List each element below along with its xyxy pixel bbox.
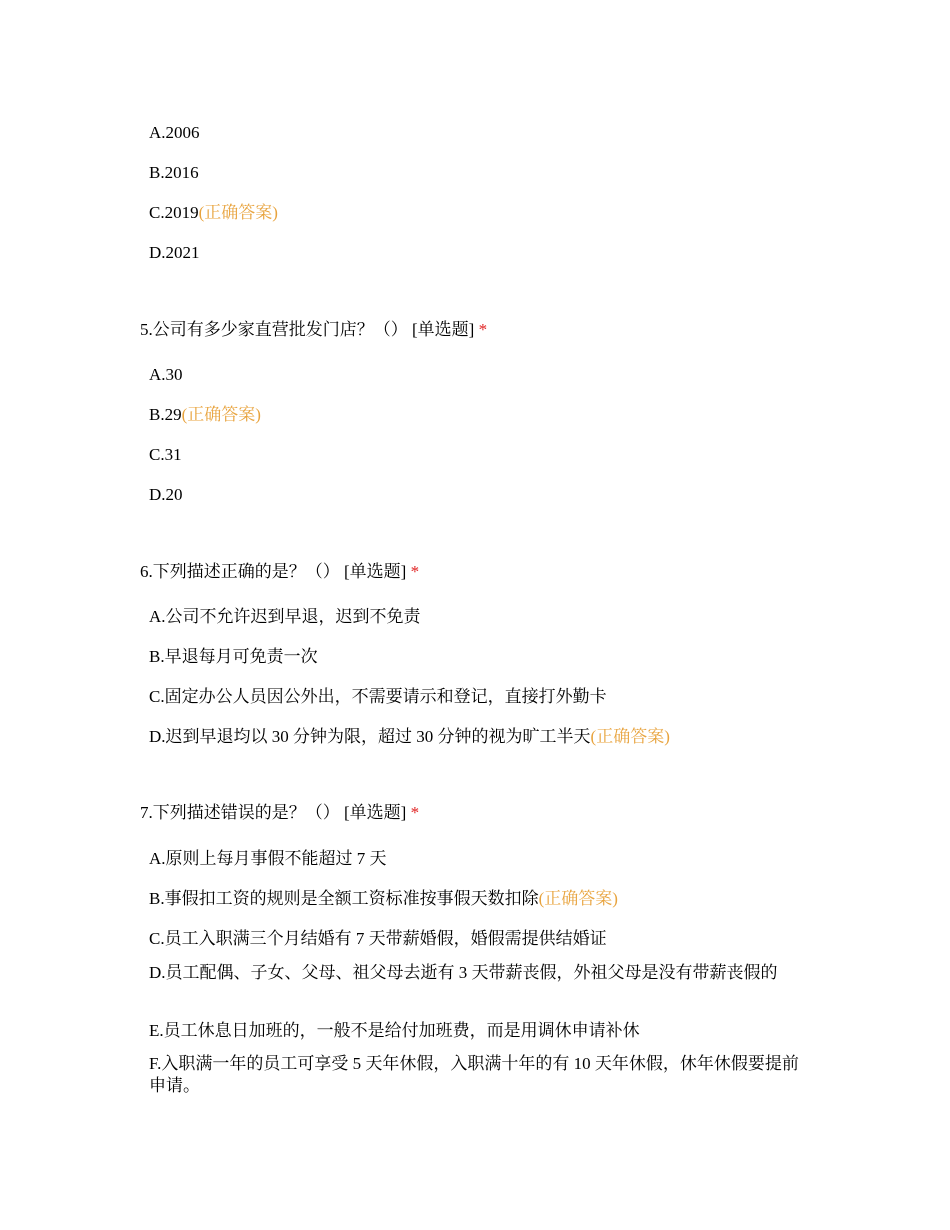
option-text: D.员工配偶、子女、父母、祖父母去逝有 3 天带薪丧假，外祖父母是没有带薪丧假的 [149,963,778,982]
option-text: C.2019 [149,203,199,222]
option-text: E.员工休息日加班的，一般不是给付加班费，而是用调休申请补休 [149,1021,640,1040]
question-type: [单选题] [344,803,407,822]
correct-answer-tag: (正确答案) [538,889,618,908]
required-mark: * [410,803,420,822]
correct-answer-tag: (正确答案) [590,727,670,746]
option-text: A.30 [149,365,183,384]
question-text: 6.下列描述正确的是？（） [140,562,340,581]
q6-question [140,561,419,583]
option-text: A.公司不允许迟到早退，迟到不免责 [149,607,421,626]
option-text: B.2016 [149,163,199,182]
option-text: D.迟到早退均以 30 分钟为限，超过 30 分钟的视为旷工半天 [149,727,591,746]
q7-option-b [149,888,618,910]
q5-question [140,319,487,341]
q7-option-a [149,848,387,870]
question-text: 5.公司有多少家直营批发门店？（） [140,320,408,339]
question-type: [单选题] [412,320,475,339]
option-text: F.入职满一年的员工可享受 5 天年休假，入职满十年的有 10 天年休假，休年休假要提前申请。 [149,1054,799,1095]
q5-option-b [149,404,261,426]
q7-option-f [149,1053,809,1097]
option-text: D.2021 [149,243,200,262]
option-text: B.29 [149,405,182,424]
option-text: B.事假扣工资的规则是全额工资标准按事假天数扣除 [149,889,539,908]
q6-option-a [149,606,421,628]
q6-option-b [149,646,318,668]
q7-question [140,802,419,824]
q5-option-a [149,364,183,386]
q4-option-c [149,202,278,224]
required-mark: * [478,320,488,339]
question-type: [单选题] [344,562,407,581]
q4-option-d [149,242,200,264]
q7-option-e [149,1020,640,1042]
option-text: B.早退每月可免责一次 [149,647,318,666]
option-text: C.31 [149,445,182,464]
option-text: C.员工入职满三个月结婚有 7 天带薪婚假，婚假需提供结婚证 [149,929,607,948]
option-text: A.原则上每月事假不能超过 7 天 [149,849,387,868]
required-mark: * [410,562,420,581]
q6-option-d [149,726,670,748]
q5-option-d [149,484,183,506]
q5-option-c [149,444,182,466]
q7-option-d [149,962,809,984]
option-text: A.2006 [149,123,200,142]
q4-option-a [149,122,200,144]
correct-answer-tag: (正确答案) [198,203,278,222]
q6-option-c [149,686,607,708]
question-text: 7.下列描述错误的是？（） [140,803,340,822]
q7-option-c [149,928,607,950]
q4-option-b [149,162,199,184]
option-text: D.20 [149,485,183,504]
option-text: C.固定办公人员因公外出，不需要请示和登记，直接打外勤卡 [149,687,607,706]
correct-answer-tag: (正确答案) [181,405,261,424]
